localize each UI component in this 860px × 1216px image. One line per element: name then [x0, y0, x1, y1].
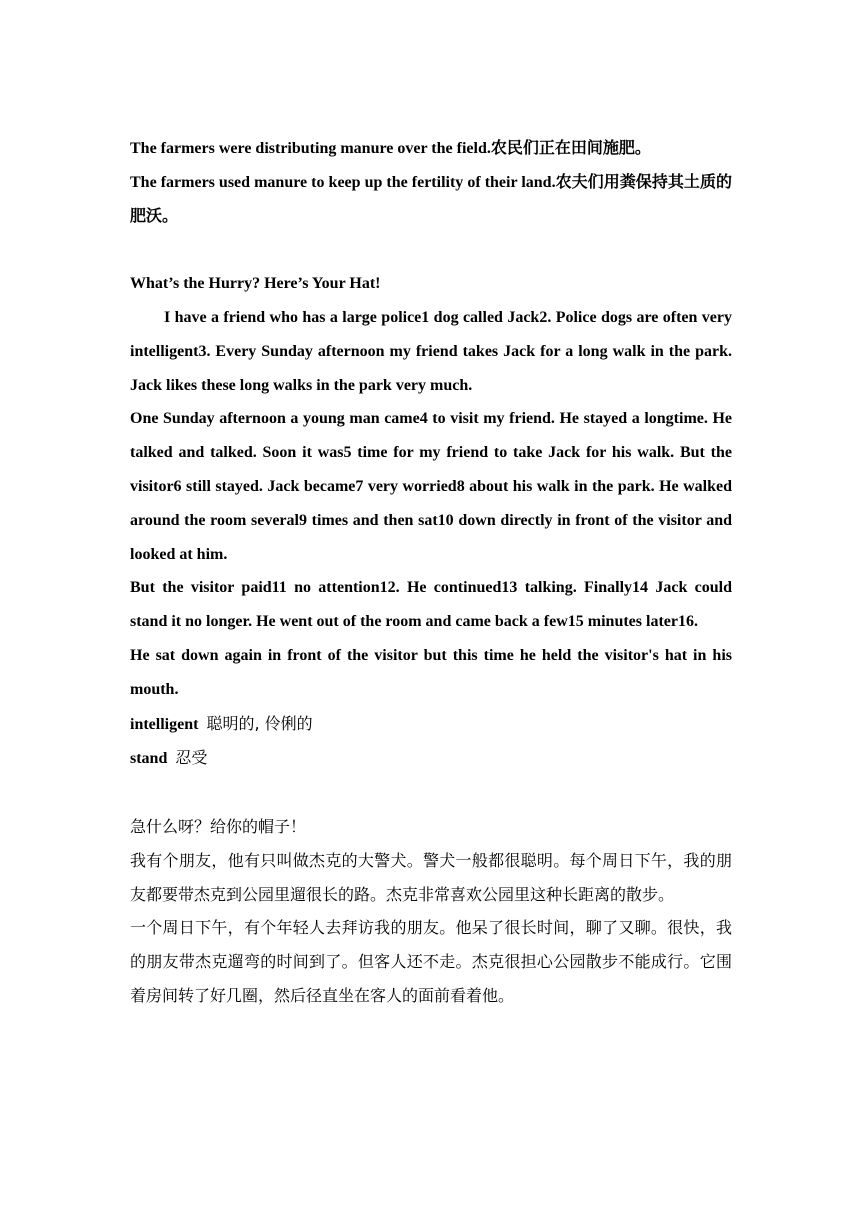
story-paragraph-1: I have a friend who has a large police1 dog called Jack2. Police dogs are often very intelligent3. Every Sunday afternoon my friend takes Jack for a long walk in the park. Jack likes these long walks in the park very much.	[130, 308, 732, 394]
document-page	[130, 132, 732, 1013]
translation-paragraph-2: 一个周日下午，有个年轻人去拜访我的朋友。他呆了很长时间，聊了又聊。很快，我的朋友带杰克遛弯的时间到了。但客人还不走。杰克很担心公园散步不能成行。它围着房间转了好几圈，然后径直坐在客人的面前看着他。	[130, 918, 732, 1005]
vocab-term: intelligent	[130, 715, 199, 733]
story-paragraph-4: He sat down again in front of the visitor but this time he held the visitor's hat in his mouth.	[130, 646, 732, 698]
vocab-entry-stand	[130, 741, 732, 776]
example-sentence-1: The farmers were distributing manure over the field.农民们正在田间施肥。	[130, 140, 651, 157]
translation-title: 急什么呀？给你的帽子！	[130, 816, 307, 836]
vocab-term: stand	[130, 750, 168, 768]
story-title: What’s the Hurry? Here’s Your Hat!	[130, 275, 381, 293]
vocab-definition: 忍受	[175, 748, 208, 768]
spacer	[130, 233, 732, 267]
vocab-entry-intelligent	[130, 707, 732, 742]
spacer	[130, 776, 732, 810]
example-sentence-2: The farmers used manure to keep up the fertility of their land.农夫们用粪保持其土质的肥沃。	[130, 173, 732, 225]
vocab-definition: 聪明的, 伶俐的	[206, 713, 313, 733]
story-paragraph-3: But the visitor paid11 no attention12. He continued13 talking. Finally14 Jack could stand it no longer. He went out of the room and came back a few15 minutes later16.	[130, 579, 732, 631]
translation-paragraph-1: 我有个朋友，他有只叫做杰克的大警犬。警犬一般都很聪明。每个周日下午，我的朋友都要带杰克到公园里遛很长的路。杰克非常喜欢公园里这种长距离的散步。	[130, 850, 732, 904]
story-paragraph-2: One Sunday afternoon a young man came4 to visit my friend. He stayed a longtime. He talked and talked. Soon it was5 time for my friend to take Jack for his walk. But the visitor6 still stayed. Jack became7 very worried8 about his walk in the park. He walked around the room several9 times and then sat10 down directly in front of the visitor and looked at him.	[130, 410, 732, 563]
